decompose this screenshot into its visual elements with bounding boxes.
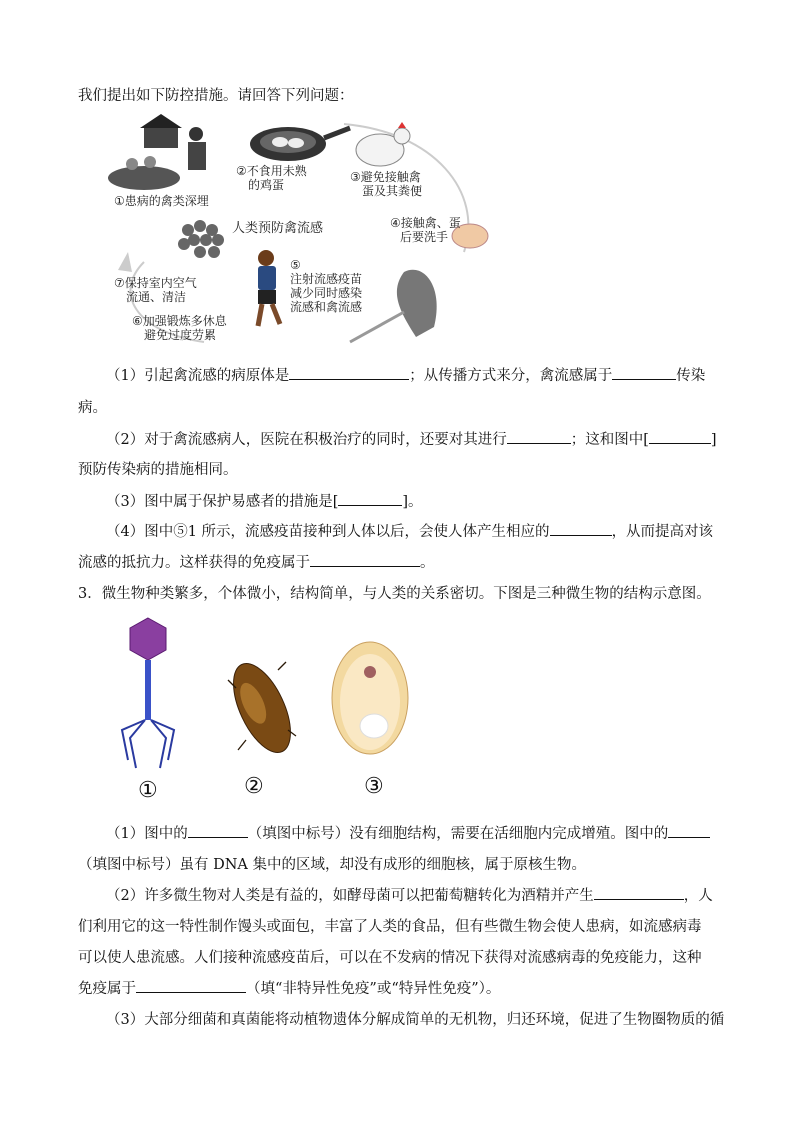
q2-part4-line1: （4）图中⑤1 所示，流感疫苗接种到人体以后，会使人体产生相应的 ，从而提高对该 bbox=[106, 520, 713, 541]
answer-blank[interactable] bbox=[310, 552, 420, 567]
q2-part3: （3）图中属于保护易感者的措施是[ ]。 bbox=[106, 490, 423, 511]
answer-blank[interactable] bbox=[594, 885, 684, 900]
label-3: ③ bbox=[364, 774, 384, 799]
label-2: ②不食用未熟 的鸡蛋 bbox=[236, 164, 307, 192]
q2-part1-line2: 病。 bbox=[78, 400, 107, 416]
q3-part1-line2: （填图中标号）虽有 DNA 集中的区域，却没有成形的细胞核，属于原核生物。 bbox=[78, 857, 586, 873]
q3-part2-line4: 免疫属于 （填“非特异性免疫”或“特异性免疫”）。 bbox=[78, 977, 500, 998]
answer-blank[interactable] bbox=[668, 823, 710, 838]
q3-part2-line3: 可以使人患流感。人们接种流感疫苗后，可以在不发病的情况下获得对流感病毒的免疫能力，这种 bbox=[78, 950, 702, 966]
q3-part2-line2: 们利用它的这一特性制作馒头或面包，丰富了人类的食品，但有些微生物会使人患病，如流感病毒 bbox=[78, 919, 702, 935]
q3-part3-line1: （3）大部分细菌和真菌能将动植物遗体分解成简单的无机物，归还环境，促进了生物圈物质的循 bbox=[106, 1012, 725, 1028]
label-6: ⑥加强锻炼多休息 避免过度劳累 bbox=[132, 314, 227, 342]
answer-blank[interactable] bbox=[612, 365, 676, 380]
answer-blank[interactable] bbox=[188, 823, 248, 838]
label-7: ⑦保持室内空气 流通、清洁 bbox=[114, 276, 197, 304]
label-1: ① bbox=[138, 778, 158, 803]
q2-part2-line2: 预防传染病的措施相同。 bbox=[78, 462, 238, 478]
q3-stem: 3．微生物种类繁多，个体微小，结构简单，与人类的关系密切。下图是三种微生物的结构示意图。 bbox=[78, 586, 711, 602]
label-5: ⑤ 注射流感疫苗 减少同时感染 流感和禽流感 bbox=[290, 258, 363, 314]
microbe-figure bbox=[100, 610, 440, 810]
label-4: ④接触禽、蛋 后要洗手 bbox=[390, 216, 461, 244]
answer-blank[interactable] bbox=[338, 491, 402, 506]
answer-blank[interactable] bbox=[507, 429, 571, 444]
answer-blank[interactable] bbox=[649, 429, 711, 444]
center-label: 人类预防禽流感 bbox=[232, 221, 324, 236]
prevention-figure bbox=[104, 112, 492, 352]
answer-blank[interactable] bbox=[136, 978, 246, 993]
answer-blank[interactable] bbox=[550, 521, 612, 536]
answer-blank[interactable] bbox=[289, 365, 409, 380]
q3-part2-line1: （2）许多微生物对人类是有益的，如酵母菌可以把葡萄糖转化为酒精并产生 ，人 bbox=[106, 884, 713, 905]
intro-text: 我们提出如下防控措施。请回答下列问题： bbox=[78, 88, 354, 104]
label-2: ② bbox=[244, 774, 264, 799]
q3-part1-line1: （1）图中的 （填图中标号）没有细胞结构，需要在活细胞内完成增殖。图中的 bbox=[106, 822, 710, 843]
label-3: ③避免接触禽 蛋及其粪便 bbox=[350, 170, 423, 198]
q2-part1-line1: （1）引起禽流感的病原体是 ；从传播方式来分，禽流感属于 传染 bbox=[106, 364, 705, 385]
label-1: ①患病的禽类深埋 bbox=[114, 194, 209, 208]
q2-part4-line2: 流感的抵抗力。这样获得的免疫属于 。 bbox=[78, 551, 435, 572]
q2-part2-line1: （2）对于禽流感病人，医院在积极治疗的同时，还要对其进行 ；这和图中[ ] bbox=[106, 428, 717, 449]
